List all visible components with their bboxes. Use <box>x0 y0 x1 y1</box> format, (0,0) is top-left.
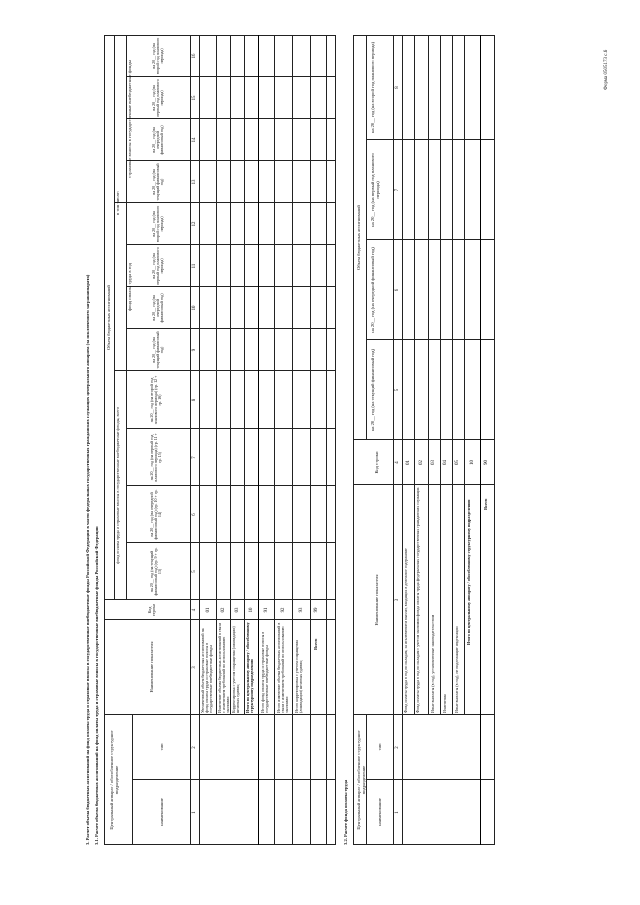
row-label: Итого корректировка с учетом сокращения (ликвидации) штатных единиц <box>294 639 304 713</box>
year-col: на 20__ год (на очередной финансовый год) <box>151 293 165 323</box>
table-3-1 <box>104 35 336 845</box>
hdr-name-32: наименование <box>377 798 382 826</box>
hdr-code: Код строки <box>147 603 157 617</box>
col-number-32: 6 <box>395 288 400 292</box>
hdr-type: тип <box>159 743 164 751</box>
col-number: 9 <box>192 348 197 352</box>
row-label-32: Иные выплаты (в год), установленные законодательством <box>430 614 435 713</box>
row-code: 02 <box>221 607 226 613</box>
year-col: на 20__ год (на текущий финансовый год) <box>151 163 165 201</box>
year-col: на 20__ год (на первый год планового периода) (гр. 11 + гр. 15) <box>149 433 163 482</box>
row-code: 92 <box>281 607 286 613</box>
col-number: 4 <box>192 608 197 612</box>
row-code: 93 <box>299 607 304 613</box>
row-code: 91 <box>264 607 269 613</box>
row-code-32: 05 <box>455 460 460 465</box>
col-number: 8 <box>192 398 197 402</box>
year-col-32: на 20__ год (на второй год планового периода) <box>370 42 375 134</box>
hdr-volume: Объем бюджетных ассигнований <box>106 285 111 350</box>
hdr-code-32: Код строки <box>374 451 379 474</box>
row-label-32: Иные выплаты (в год), не подлежащие индексации <box>454 626 459 713</box>
hdr-fot-insurance: фонд оплаты труда и страховые взносы в государственные внебюджетные фонды, всего <box>115 407 120 564</box>
col-number: 12 <box>192 221 197 227</box>
row-code-32: 03 <box>431 460 436 465</box>
row-code-32: 10 <box>470 460 475 465</box>
section-3-2-title: 3.2. Расчет фонда оплаты труда <box>343 779 348 845</box>
col-number: 15 <box>192 95 197 101</box>
year-col: на 20__ год (на текущий финансовый год) <box>151 331 165 369</box>
year-col: на 20__ год (на второй год планового периода) <box>151 205 165 243</box>
row-label: Итого по центральному аппарату / обособленному структурному подразделению <box>245 622 255 713</box>
year-col: на 20__ год (на первый год планового периода) <box>151 247 165 285</box>
hdr-org-32: Центральный аппарат / обособленное структурное подразделение <box>356 730 366 830</box>
year-col-32: на 20__ год (на очередной финансовый год) <box>370 247 375 333</box>
col-number: 3 <box>192 666 197 669</box>
year-col-32: на 20__ год (на текущий финансовый год) <box>370 348 375 432</box>
year-col: на 20__ год (на второй год планового периода) (гр. 12 + гр. 16) <box>149 375 163 425</box>
row-code-32: 01 <box>406 460 411 465</box>
col-number: 6 <box>192 513 197 516</box>
col-number: 1 <box>192 811 197 814</box>
col-number: 7 <box>192 456 197 459</box>
row-code: 99 <box>314 607 319 613</box>
hdr-insurance: страховые взносы в государственные внебюджетные фонды <box>127 60 132 178</box>
hdr-name: наименование <box>159 798 164 826</box>
hdr-fot: фонд оплаты труда в год <box>127 263 132 311</box>
row-label: Итого фонд оплаты труда и страховые взносы в государственные внебюджетные фонды <box>260 631 270 713</box>
row-label-32: Фонд оплаты труда в год по окладам, за исключением выплат, входящих в денежное содержание <box>403 548 408 713</box>
row-label: Итого изменение объема бюджетных ассигнований в связи с изменением требований по использованию экономии <box>276 622 290 713</box>
year-col: на 20__ год (на первый год планового периода) <box>151 79 165 117</box>
row-code-32: 02 <box>419 460 424 465</box>
row-code: 10 <box>249 607 254 613</box>
row-label-32: Изменения <box>442 694 447 713</box>
row-label-32: Итого по центральному аппарату / обособленному структурному подразделению <box>466 499 471 645</box>
row-label-total-32: Всего <box>483 498 488 510</box>
hdr-incl: в том числе: <box>115 191 120 215</box>
hdr-indicator-32: Наименование показателя <box>374 574 379 626</box>
row-label-total: Всего <box>313 638 318 650</box>
col-number: 16 <box>192 53 197 59</box>
row-label: Корректировка с учетом сокращения (ликвидации) штатных единиц <box>231 626 241 713</box>
hdr-org: Центральный аппарат / обособленное структурное подразделение <box>109 730 119 830</box>
form-title: 3. Расчет объема бюджетных ассигнований на фонд оплаты труда и страховые взносы в государственные внебюджетные фонды Российской Федерации в части федеральных государственных гражданских служащих центрального аппарата (за исключением загранаппарата) <box>85 274 90 845</box>
row-code: 01 <box>206 607 211 613</box>
hdr-indicator: Наименование показателя <box>149 641 154 693</box>
col-number-32: 5 <box>395 388 400 392</box>
section-3-1-title: 3.1. Расчет объема бюджетных ассигнований на фонд оплаты труда и страховые взносы в государственные внебюджетные фонды Российской Федерации <box>94 526 99 845</box>
col-number-32: 3 <box>395 598 400 602</box>
col-number: 2 <box>192 746 197 749</box>
hdr-type-32: тип <box>377 743 382 751</box>
year-col: на 20__ год (на очередной финансовый год) <box>151 125 165 155</box>
col-number: 13 <box>192 179 197 185</box>
col-number: 5 <box>192 570 197 573</box>
col-number-32: 8 <box>395 86 400 89</box>
year-col: на 20__ год (на второй год планового периода) <box>151 37 165 75</box>
form-code: Форма 0505173 с.6 <box>604 49 609 90</box>
year-col: на 20__ год (на очередной финансовый год) (гр. 10 + гр. 14) <box>149 489 163 540</box>
year-col: на 20__ год (на текущий финансовый год) (гр. 9 + гр. 13) <box>149 547 163 596</box>
row-label: Увеличенный объем бюджетных ассигнований на фонд оплаты труда и страховые взносы в государственные внебюджетные фонды <box>200 628 214 713</box>
year-col-32: на 20__ год (на первый год планового периода) <box>370 153 380 227</box>
hdr-volume-32: Объем бюджетных ассигнований <box>356 205 361 270</box>
row-label: Изменение объема бюджетных ассигнований в связи с изменением требований по использованию экономии <box>217 622 231 713</box>
col-number: 11 <box>192 263 197 269</box>
col-number-32: 1 <box>395 811 400 814</box>
col-number-32: 7 <box>395 188 400 192</box>
col-number-32: 4 <box>395 461 400 464</box>
row-code-32: 04 <box>443 460 448 465</box>
row-code-32: 90 <box>484 460 489 465</box>
col-number: 14 <box>192 137 197 143</box>
col-number: 10 <box>192 305 197 311</box>
col-number-32: 2 <box>395 746 400 749</box>
row-code: 03 <box>235 607 240 613</box>
row-label-32: Фонд оплаты труда в год по окладам с учетом экономии фонда оплаты труда федеральных государственных гражданских служащих <box>415 487 420 713</box>
